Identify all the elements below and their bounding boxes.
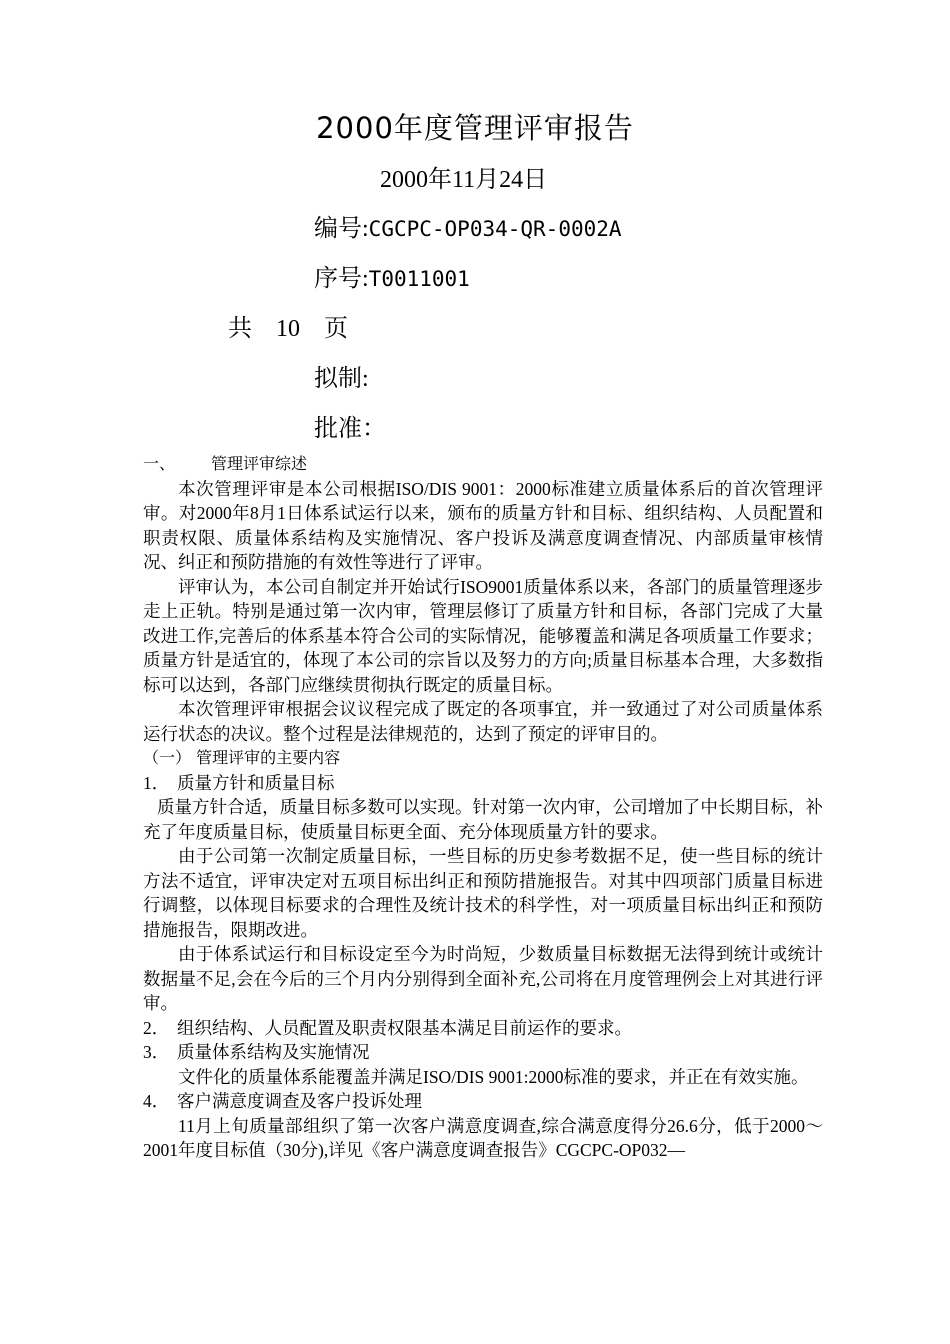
- item-number: 2．: [143, 1017, 170, 1038]
- document-code: [314, 214, 622, 244]
- item-heading: [143, 1040, 823, 1065]
- paragraph: 由于体系试运行和目标设定至今为时尚短，少数质量目标数据无法得到统计或统计数据量不足,会在今后的三个月内分别得到全面补充,公司将在月度管理例会上对其进行评审。: [143, 944, 823, 1013]
- serial-number: [314, 264, 470, 294]
- section-number: 一、: [143, 454, 176, 473]
- document-code-label: 编号:: [314, 216, 369, 242]
- subsection-heading: [143, 746, 823, 771]
- subsection-number: （一）: [143, 748, 192, 767]
- serial-number-value: T0011001: [368, 267, 470, 291]
- section-title: 管理评审综述: [211, 454, 308, 473]
- report-date: 2000年11月24日: [380, 167, 548, 193]
- page-count: 共 10 页: [228, 316, 348, 342]
- subsection-title: 管理评审的主要内容: [196, 748, 341, 767]
- section-heading: [143, 452, 823, 477]
- item-number: 1．: [143, 772, 170, 793]
- item-heading: [143, 771, 823, 796]
- item-title: 质量体系结构及实施情况: [177, 1042, 370, 1062]
- item-heading: [143, 1089, 823, 1114]
- drafted-by-label: 拟制:: [314, 366, 369, 392]
- approved-by-label: 批准：: [314, 416, 386, 442]
- item-number: 4．: [143, 1091, 170, 1111]
- item-title: 客户满意度调查及客户投诉处理: [177, 1091, 422, 1111]
- item-title: 组织结构、人员配置及职责权限基本满足目前运作的要求。: [177, 1017, 632, 1038]
- item-title: 质量方针和质量目标: [177, 772, 335, 793]
- paragraph: 本次管理评审根据会议议程完成了既定的各项事宜，并一致通过了对公司质量体系运行状态的决议。整个过程是法律规范的，达到了预定的评审目的。: [143, 699, 823, 744]
- paragraph: 文件化的质量体系能覆盖并满足ISO/DIS 9001:2000标准的要求，并正在有效实施。: [178, 1066, 809, 1087]
- report-body: [143, 452, 823, 1163]
- paragraph: 评审认为，本公司自制定并开始试行ISO9001质量体系以来，各部门的质量管理逐步走上正轨。特别是通过第一次内审，管理层修订了质量方针和目标，各部门完成了大量改进工作,完善后的体系基本符合公司的实际情况，能够覆盖和满足各项质量工作要求；质量方针是适宜的，体现了本公司的宗旨以及努力的方向;质量目标基本合理，大多数指标可以达到，各部门应继续贯彻执行既定的质量目标。: [143, 576, 823, 695]
- document-code-value: CGCPC-OP034-QR-0002A: [368, 217, 622, 241]
- item-number: 3．: [143, 1042, 170, 1062]
- serial-number-label: 序号:: [314, 266, 369, 292]
- paragraph: 由于公司第一次制定质量目标，一些目标的历史参考数据不足，使一些目标的统计方法不适宜，评审决定对五项目标出纠正和预防措施报告。对其中四项部门质量目标进行调整，以体现目标要求的合理性及统计技术的科学性，对一项质量目标出纠正和预防措施报告，限期改进。: [143, 846, 823, 940]
- paragraph: 质量方针合适，质量目标多数可以实现。针对第一次内审，公司增加了中长期目标，补充了年度质量目标，使质量目标更全面、充分体现质量方针的要求。: [143, 797, 823, 842]
- paragraph: 本次管理评审是本公司根据ISO/DIS 9001：2000标准建立质量体系后的首次管理评审。对2000年8月1日体系试运行以来，颁布的质量方针和目标、组织结构、人员配置和职责权限、质量体系结构及实施情况、客户投诉及满意度调查情况、内部质量审核情况、纠正和预防措施的有效性等进行了评审。: [143, 478, 823, 572]
- item-heading: [143, 1016, 823, 1041]
- paragraph: 11月上旬质量部组织了第一次客户满意度调查,综合满意度得分26.6分，低于2000～2001年度目标值（30分),详见《客户满意度调查报告》CGCPC-OP032—: [143, 1115, 823, 1160]
- report-title: 2000年度管理评审报告: [316, 111, 634, 145]
